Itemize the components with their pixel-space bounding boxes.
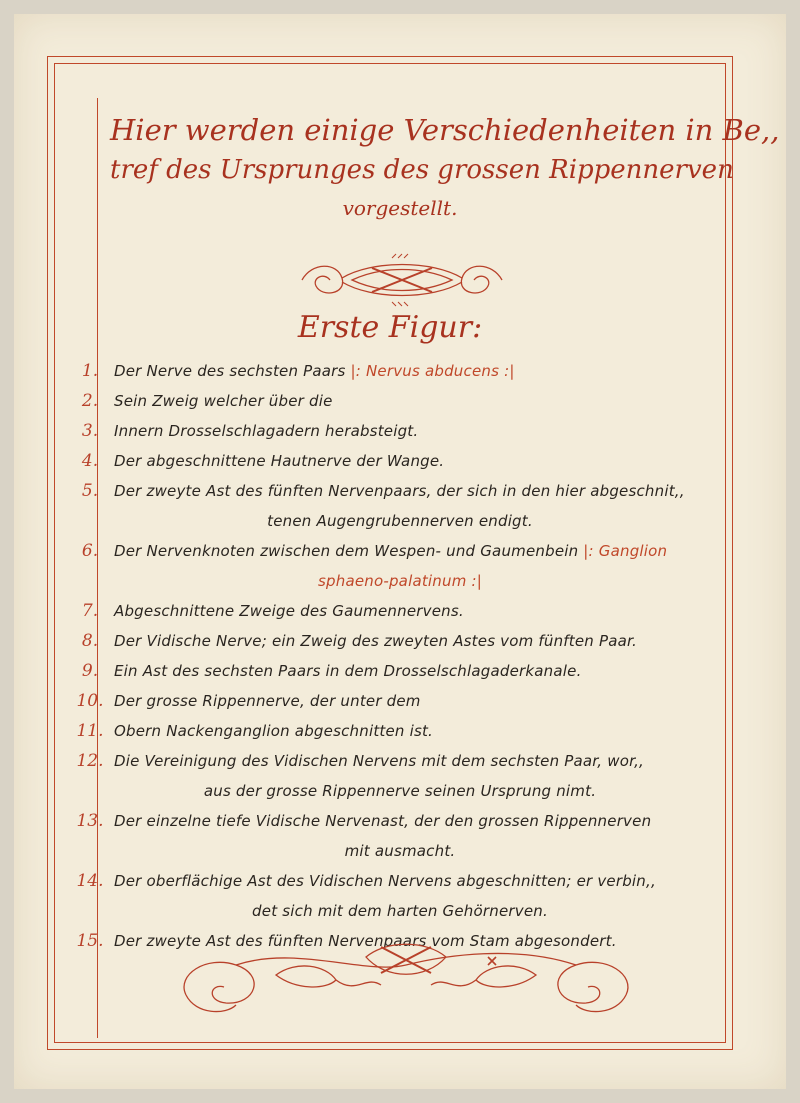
item-continuation: sphaeno-palatinum :|	[318, 572, 482, 590]
item-continuation: det sich mit dem harten Gehörnerven.	[252, 902, 548, 920]
list-item	[66, 746, 746, 806]
list-item	[66, 536, 746, 596]
item-number: 6.	[81, 541, 99, 561]
item-number: 4.	[81, 451, 99, 471]
item-continuation: tenen Augengrubennerven endigt.	[267, 512, 533, 530]
item-number: 11.	[76, 721, 104, 741]
list-item	[66, 626, 746, 656]
calligraphic-flourish-bottom	[166, 935, 646, 1025]
calligraphic-flourish-top	[292, 250, 512, 310]
item-label: Der Nervenknoten zwischen dem Wespen- und Gaumenbein	[114, 542, 579, 560]
item-text	[114, 866, 746, 926]
item-text: Ein Ast des sechsten Paars in dem Drosselschlagaderkanale.	[114, 662, 582, 680]
list-item	[66, 866, 746, 926]
latin-term: |: Ganglion	[583, 542, 668, 560]
list-item	[66, 476, 746, 536]
item-text: Der grosse Rippennerve, der unter dem	[114, 692, 421, 710]
item-number: 10.	[76, 691, 104, 711]
item-number: 1.	[81, 361, 99, 381]
item-text: Der zweyte Ast des fünften Nervenpaars vom Stam abgesondert.	[114, 932, 617, 950]
item-number: 5.	[81, 481, 99, 501]
item-number: 14.	[76, 871, 104, 891]
legend-list	[66, 356, 746, 956]
page-title	[110, 110, 780, 226]
list-item	[66, 416, 746, 446]
item-text	[114, 746, 746, 806]
item-number: 8.	[81, 631, 99, 651]
list-item	[66, 716, 746, 746]
item-continuation: aus der grosse Rippennerve seinen Ursprung nimt.	[203, 782, 597, 800]
item-text	[114, 356, 746, 386]
item-text: Sein Zweig welcher über die	[114, 392, 333, 410]
item-number: 12.	[76, 751, 104, 771]
title-line-1: Hier werden einige Verschiedenheiten in Be,,	[110, 113, 780, 147]
latin-term: |: Nervus abducens :|	[350, 362, 515, 380]
title-line-2: tref des Ursprunges des grossen Rippennerven	[110, 155, 734, 185]
item-label: Der zweyte Ast des fünften Nervenpaars, der sich in den hier abgeschnit,,	[114, 482, 685, 500]
item-text: Der Vidische Nerve; ein Zweig des zweyten Astes vom fünften Paar.	[114, 632, 637, 650]
item-number: 15.	[76, 931, 104, 951]
item-text: Innern Drosselschlagadern herabsteigt.	[114, 422, 419, 440]
item-text: Abgeschnittene Zweige des Gaumennervens.	[114, 602, 464, 620]
item-number: 9.	[81, 661, 99, 681]
item-text	[114, 806, 746, 866]
item-number: 13.	[76, 811, 104, 831]
list-item	[66, 446, 746, 476]
item-label: Der oberflächige Ast des Vidischen Nervens abgeschnitten; er verbin,,	[114, 872, 656, 890]
item-text	[114, 476, 746, 536]
list-item	[66, 656, 746, 686]
list-item	[66, 806, 746, 866]
item-continuation: mit ausmacht.	[344, 842, 456, 860]
item-text	[114, 536, 746, 596]
item-text: Obern Nackenganglion abgeschnitten ist.	[114, 722, 434, 740]
item-label: Der einzelne tiefe Vidische Nervenast, der den grossen Rippennerven	[114, 812, 652, 830]
title-line-3: vorgestellt.	[342, 196, 458, 220]
item-number: 7.	[81, 601, 99, 621]
item-number: 3.	[81, 421, 99, 441]
list-item	[66, 686, 746, 716]
list-item	[66, 596, 746, 626]
list-item	[66, 386, 746, 416]
figure-heading: Erste Figur:	[297, 310, 483, 345]
list-item	[66, 356, 746, 386]
item-label: Der Nerve des sechsten Paars	[114, 362, 346, 380]
item-label: Die Vereinigung des Vidischen Nervens mit dem sechsten Paar, wor,,	[114, 752, 645, 770]
item-number: 2.	[81, 391, 99, 411]
item-text: Der abgeschnittene Hautnerve der Wange.	[114, 452, 445, 470]
